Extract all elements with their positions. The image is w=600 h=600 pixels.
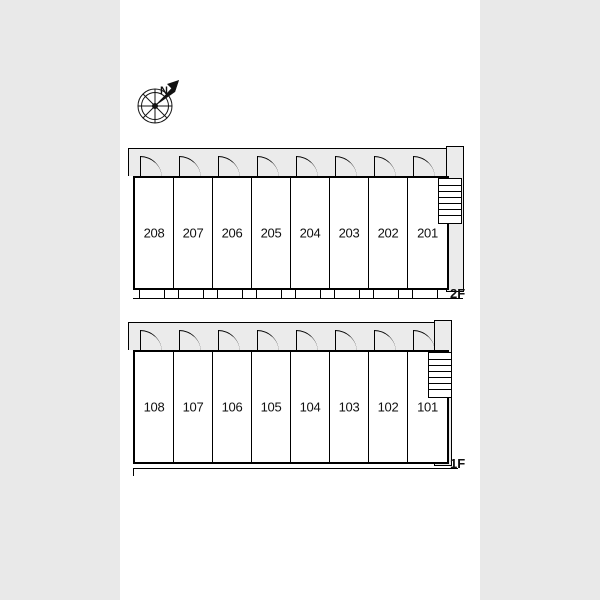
room-number: 102: [377, 399, 399, 415]
room-number: 202: [377, 225, 399, 241]
room-number: 205: [260, 225, 282, 241]
baseline-2f: [133, 298, 463, 299]
room-unit[interactable]: [291, 178, 330, 288]
room-unit[interactable]: [213, 178, 252, 288]
baseline-tick: [133, 468, 134, 476]
room-unit[interactable]: [213, 352, 252, 462]
room-number: 107: [182, 399, 204, 415]
room-unit[interactable]: [174, 178, 213, 288]
room-number: 108: [143, 399, 165, 415]
room-number: 204: [299, 225, 321, 241]
room-number: 201: [417, 225, 438, 241]
floor-tag-1f: 1F: [450, 456, 466, 471]
rooms-row-1f: [133, 350, 449, 464]
corridor-2f: [128, 148, 448, 176]
room-unit[interactable]: [369, 178, 408, 288]
room-number: 203: [338, 225, 360, 241]
floor-2f: [128, 148, 468, 308]
room-number: 103: [338, 399, 360, 415]
floor-1f: [128, 322, 468, 482]
staircase-2f: [438, 178, 462, 224]
compass-rose-icon: [133, 72, 189, 134]
room-number: 207: [182, 225, 204, 241]
room-unit[interactable]: [135, 178, 174, 288]
room-unit[interactable]: [252, 178, 291, 288]
room-number: 105: [260, 399, 282, 415]
room-number: 206: [221, 225, 243, 241]
staircase-1f: [428, 352, 452, 398]
room-unit[interactable]: [291, 352, 330, 462]
rooms-row-2f: [133, 176, 449, 290]
baseline-1f: [133, 468, 458, 469]
room-unit[interactable]: [369, 352, 408, 462]
room-number: 208: [143, 225, 165, 241]
room-unit[interactable]: [252, 352, 291, 462]
room-unit[interactable]: [174, 352, 213, 462]
room-number: 106: [221, 399, 243, 415]
room-unit[interactable]: [135, 352, 174, 462]
room-unit[interactable]: [330, 178, 369, 288]
room-unit[interactable]: [330, 352, 369, 462]
room-number: 101: [417, 399, 438, 415]
svg-text:N: N: [160, 85, 168, 97]
floor-tag-2f: 2F: [450, 286, 466, 301]
room-number: 104: [299, 399, 321, 415]
